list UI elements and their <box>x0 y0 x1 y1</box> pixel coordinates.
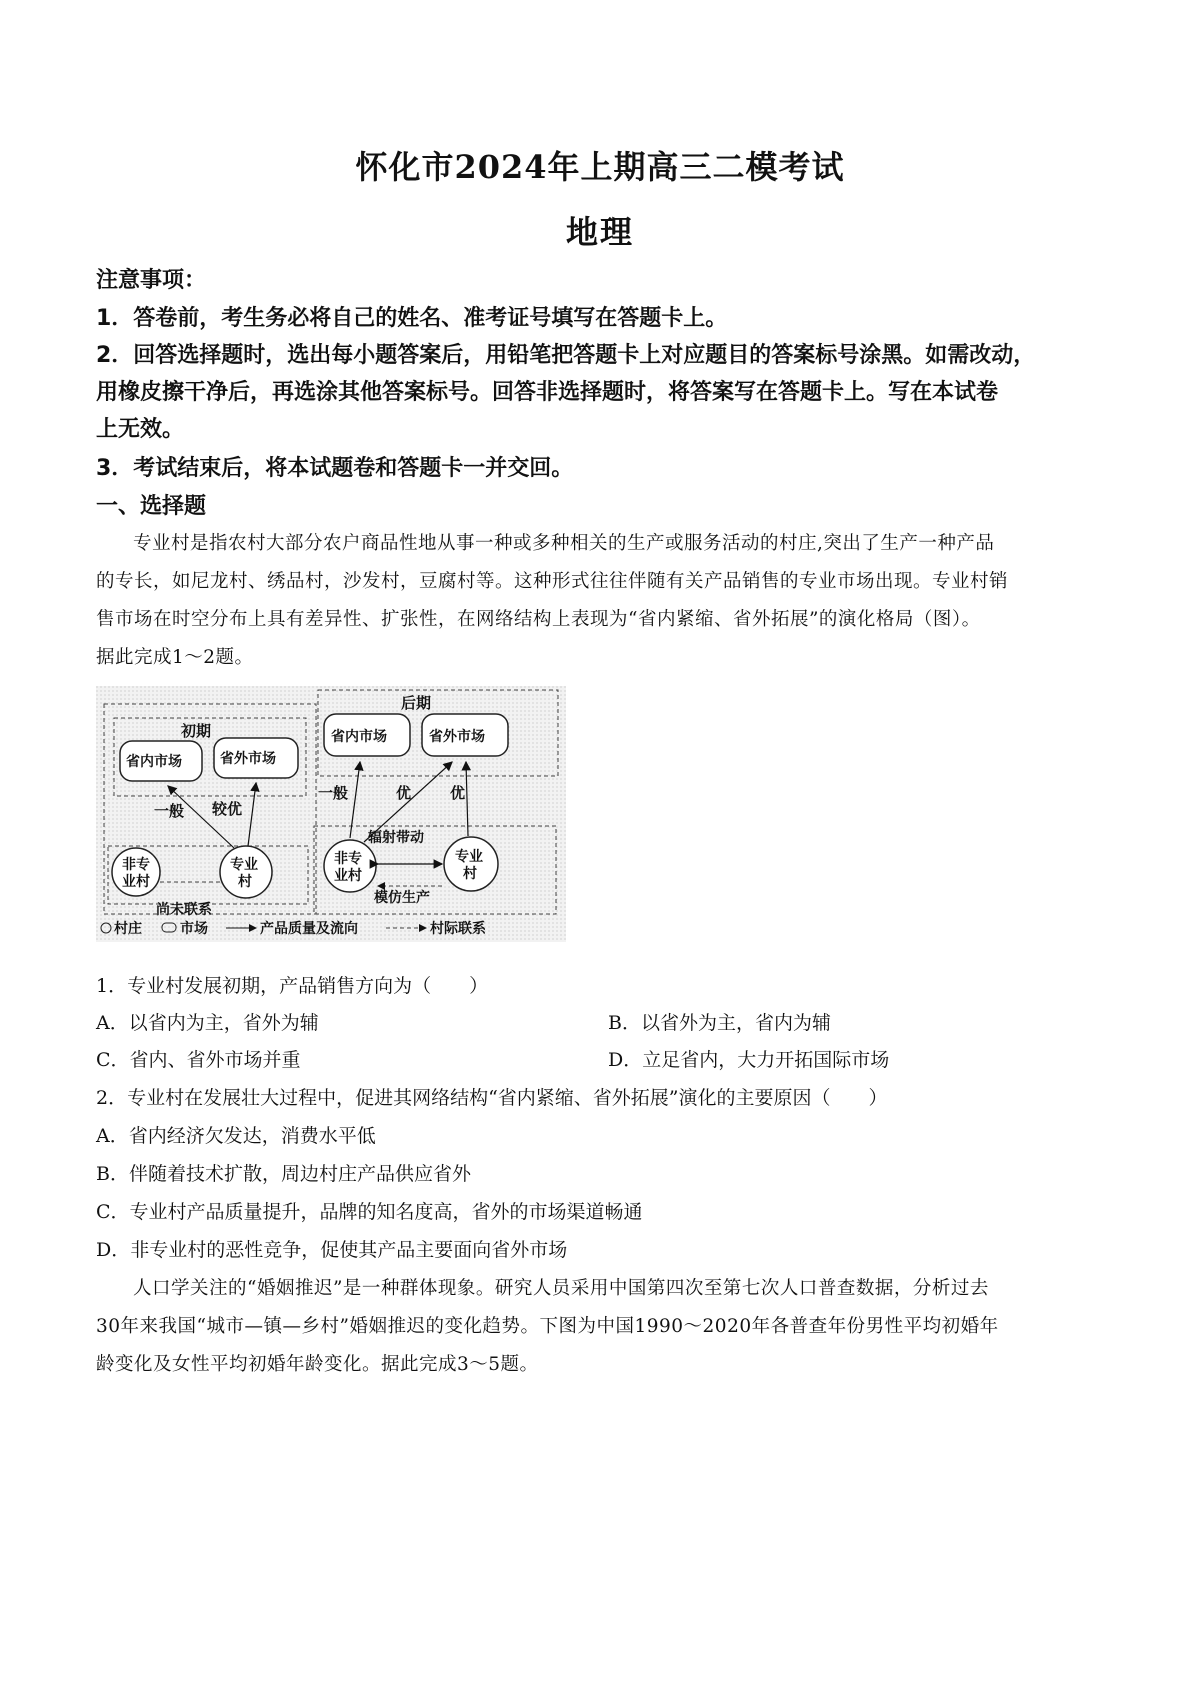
early-pro-line-2: 村 <box>238 874 252 890</box>
question-1-option-b: B．以省外为主，省内为辅 <box>608 1012 831 1034</box>
exam-title: 怀化市2024年上期高三二模考试 <box>355 148 845 186</box>
passage-1-line-4: 据此完成1～2题。 <box>96 647 254 668</box>
question-2-option-a: A．省内经济欠发达，消费水平低 <box>96 1125 376 1147</box>
late-non-pro-line-1: 非专 <box>334 851 362 867</box>
late-imitate-label: 模仿生产 <box>374 890 430 906</box>
network-evolution-diagram <box>96 686 566 942</box>
early-market-in-label: 省内市场 <box>126 754 182 770</box>
passage-1-line-1: 专业村是指农村大部分农户商品性地从事一种或多种相关的生产或服务活动的村庄,突出了生产一种产品 <box>133 533 995 554</box>
notice-item-3: 3．考试结束后，将本试题卷和答题卡一并交回。 <box>96 456 574 481</box>
late-radiate-label: 辐射带动 <box>368 830 424 846</box>
early-non-pro-line-2: 业村 <box>122 874 150 890</box>
late-non-pro-line-2: 业村 <box>334 868 362 884</box>
question-2-stem: 2．专业村在发展壮大过程中，促进其网络结构“省内紧缩、省外拓展”演化的主要原因（ ） <box>96 1087 888 1109</box>
question-1-option-d: D．立足省内，大力开拓国际市场 <box>608 1049 890 1071</box>
early-flow-general: 一般 <box>154 802 185 820</box>
late-flow-general: 一般 <box>318 784 349 802</box>
notice-heading: 注意事项： <box>96 268 207 293</box>
question-2-option-d: D．非专业村的恶性竞争，促使其产品主要面向省外市场 <box>96 1239 568 1261</box>
late-flow-good-2: 优 <box>450 784 466 802</box>
question-1-option-c: C．省内、省外市场并重 <box>96 1049 301 1071</box>
early-pro-line-1: 专业 <box>230 857 258 873</box>
passage-2-line-2: 30年来我国“城市—镇—乡村”婚姻推迟的变化趋势。下图为中国1990～2020年各普查年份男性平均初婚年 <box>96 1316 999 1337</box>
late-market-in-label: 省内市场 <box>331 729 387 745</box>
early-label: 初期 <box>181 722 212 740</box>
early-flow-better: 较优 <box>212 800 243 818</box>
passage-1-line-3: 售市场在时空分布上具有差异性、扩张性，在网络结构上表现为“省内紧缩、省外拓展”的演化格局（图）。 <box>96 609 981 630</box>
late-label: 后期 <box>401 694 432 712</box>
notice-item-2-line-3: 上无效。 <box>96 417 185 442</box>
passage-1-line-2: 的专长，如尼龙村、绣品村，沙发村，豆腐村等。这种形式往往伴随有关产品销售的专业市场出现。专业村销 <box>96 571 1009 592</box>
legend-link-label: 村际联系 <box>430 921 486 937</box>
question-2-option-c: C．专业村产品质量提升，品牌的知名度高，省外的市场渠道畅通 <box>96 1201 643 1223</box>
passage-2-line-1: 人口学关注的“婚姻推迟”是一种群体现象。研究人员采用中国第四次至第七次人口普查数据，分析过去 <box>133 1278 989 1299</box>
notice-item-2-line-2: 用橡皮擦干净后，再选涂其他答案标号。回答非选择题时，将答案写在答题卡上。写在本试卷 <box>96 380 999 405</box>
legend-market-label: 市场 <box>180 921 208 937</box>
passage-2-line-3: 龄变化及女性平均初婚年龄变化。据此完成3～5题。 <box>96 1354 539 1375</box>
legend-flow-label: 产品质量及流向 <box>260 921 358 937</box>
legend-village-label: 村庄 <box>114 921 142 937</box>
late-pro-line-1: 专业 <box>455 849 483 865</box>
late-pro-line-2: 村 <box>463 866 477 882</box>
section-heading: 一、选择题 <box>96 494 207 519</box>
notice-item-1: 1．答卷前，考生务必将自己的姓名、准考证号填写在答题卡上。 <box>96 306 728 331</box>
early-link-label: 尚未联系 <box>156 902 212 918</box>
question-1-option-a: A．以省内为主，省外为辅 <box>96 1012 319 1034</box>
notice-item-2-line-1: 2．回答选择题时，选出每小题答案后，用铅笔把答题卡上对应题目的答案标号涂黑。如需改动， <box>96 343 1036 368</box>
subject-title: 地理 <box>565 213 634 251</box>
late-flow-good-1: 优 <box>396 784 412 802</box>
question-1-stem: 1．专业村发展初期，产品销售方向为（ ） <box>96 975 489 997</box>
late-market-out-label: 省外市场 <box>429 729 485 745</box>
question-2-option-b: B．伴随着技术扩散，周边村庄产品供应省外 <box>96 1163 471 1185</box>
early-market-out-label: 省外市场 <box>220 751 276 767</box>
early-non-pro-line-1: 非专 <box>122 857 150 873</box>
